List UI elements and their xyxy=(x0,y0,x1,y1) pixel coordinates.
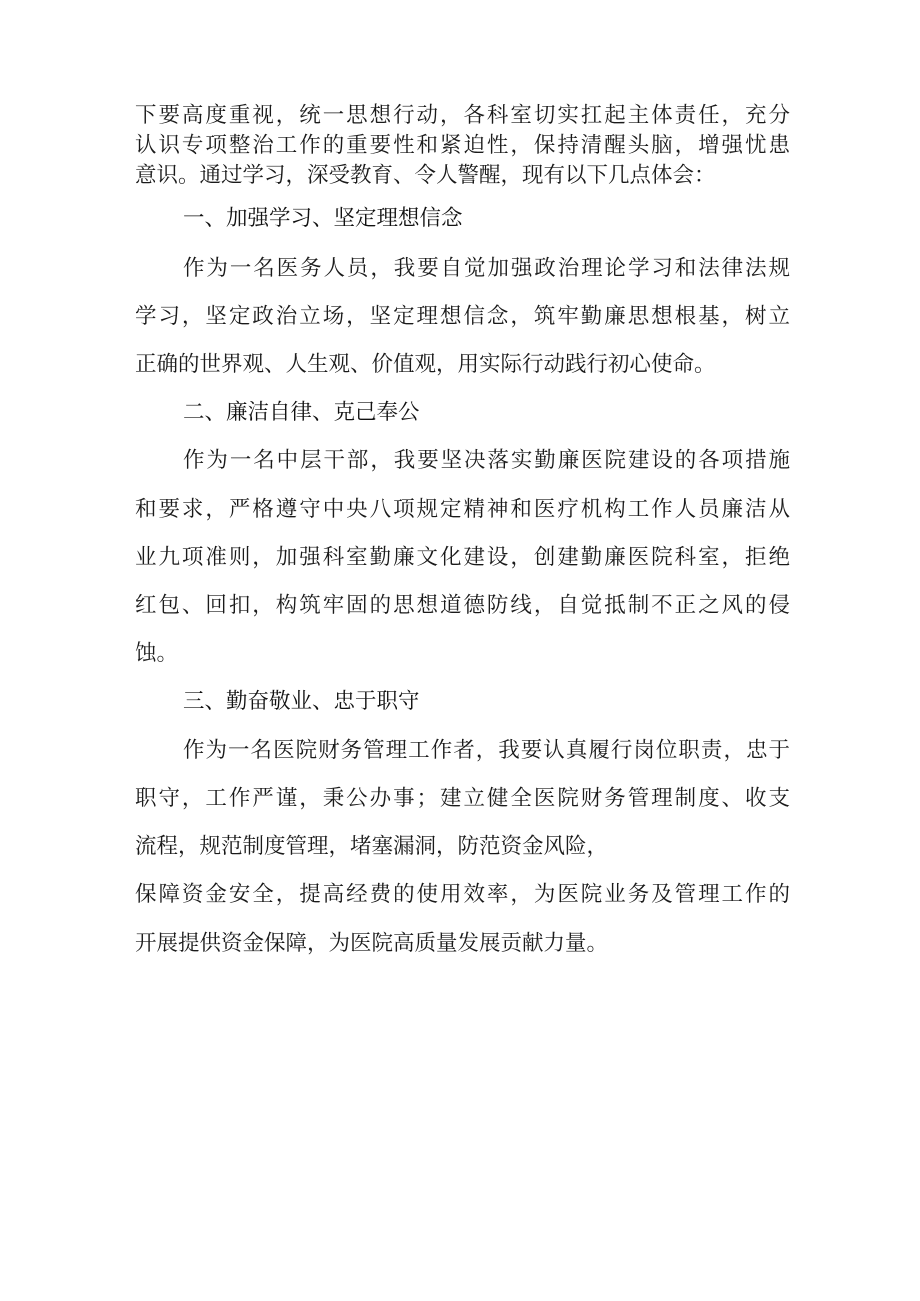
section-2-line-5: 蚀。 xyxy=(135,641,179,666)
section-1-line-2: 学习，坚定政治立场，坚定理想信念，筑牢勤廉思想根基，树立 xyxy=(135,304,790,329)
intro-line-3: 意识。通过学习，深受教育、令人警醒，现有以下几点体会： xyxy=(135,163,716,188)
section-1-heading: 一、加强学习、坚定理想信念 xyxy=(183,206,463,231)
intro-line-2: 认识专项整治工作的重要性和紧迫性，保持清醒头脑，增强忧患 xyxy=(135,133,790,158)
section-2-line-2: 和要求，严格遵守中央八项规定精神和医疗机构工作人员廉洁从 xyxy=(135,497,790,522)
section-3-line-4: 保障资金安全，提高经费的使用效率，为医院业务及管理工作的 xyxy=(135,882,790,907)
section-2-heading: 二、廉洁自律、克己奉公 xyxy=(183,400,420,425)
section-2-line-4: 红包、回扣，构筑牢固的思想道德防线，自觉抵制不正之风的侵 xyxy=(135,593,790,618)
section-3-line-1: 作为一名医院财务管理工作者，我要认真履行岗位职责，忠于 xyxy=(183,738,790,763)
section-2-line-1: 作为一名中层干部，我要坚决落实勤廉医院建设的各项措施 xyxy=(183,448,790,473)
section-1-line-3: 正确的世界观、人生观、价值观，用实际行动践行初心使命。 xyxy=(135,352,716,377)
intro-line-1: 下要高度重视，统一思想行动，各科室切实扛起主体责任，充分 xyxy=(135,103,790,128)
section-3-line-3: 流程，规范制度管理，堵塞漏洞，防范资金风险， xyxy=(135,834,609,859)
section-2-line-3: 业九项准则，加强科室勤廉文化建设，创建勤廉医院科室，拒绝 xyxy=(135,545,790,570)
section-3-heading: 三、勤奋敬业、忠于职守 xyxy=(183,689,420,714)
section-3-line-2: 职守，工作严谨，秉公办事；建立健全医院财务管理制度、收支 xyxy=(135,786,790,811)
section-3-line-5: 开展提供资金保障，为医院高质量发展贡献力量。 xyxy=(135,931,609,956)
section-1-line-1: 作为一名医务人员，我要自觉加强政治理论学习和法律法规 xyxy=(183,256,790,281)
